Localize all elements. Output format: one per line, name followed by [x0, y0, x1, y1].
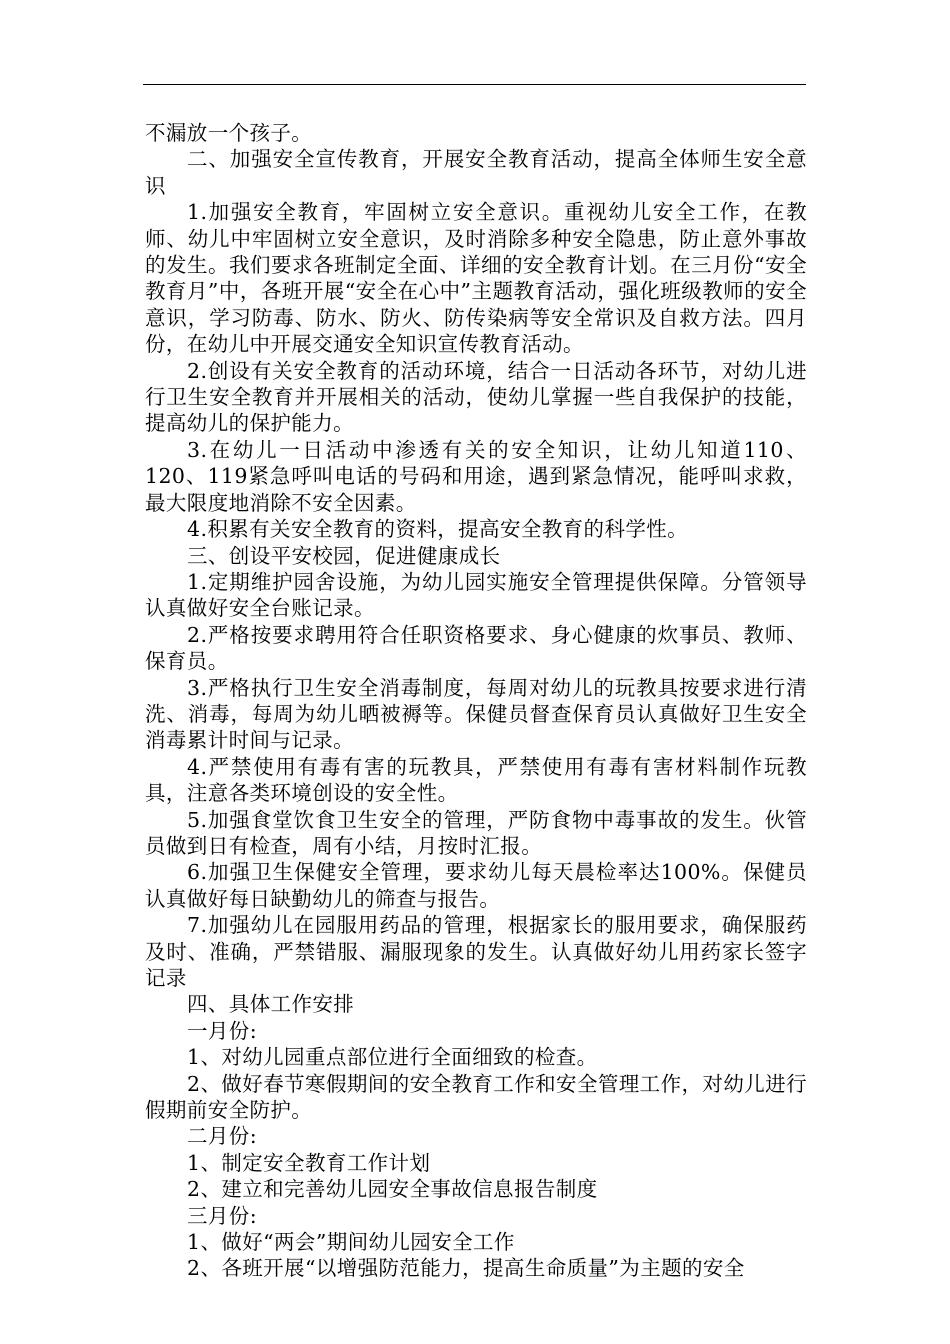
list-item: 1、做好“两会”期间幼儿园安全工作 — [187, 1230, 515, 1255]
document-body — [145, 120, 807, 1282]
list-item: 2、建立和完善幼儿园安全事故信息报告制度 — [187, 1177, 598, 1202]
list-item: 1、对幼儿园重点部位进行全面细致的检查。 — [187, 1045, 598, 1070]
paragraph: 4.积累有关安全教育的资料，提高安全教育的科学性。 — [187, 517, 689, 542]
list-item: 2、做好春节寒假期间的安全教育工作和安全管理工作，对幼儿进行假期前安全防护。 — [145, 1071, 807, 1123]
paragraph: 4.严禁使用有毒有害的玩教具，严禁使用有毒有害材料制作玩教具，注意各类环境创设的安全性。 — [145, 754, 807, 806]
list-item: 2、各班开展“以增强防范能力，提高生命质量”为主题的安全 — [187, 1256, 745, 1281]
list-item: 1、制定安全教育工作计划 — [187, 1150, 431, 1175]
section-heading: 三、创设平安校园，促进健康成长 — [187, 543, 501, 568]
month-heading: 一月份: — [187, 1018, 258, 1043]
header-rule — [143, 84, 806, 85]
paragraph: 3.在幼儿一日活动中渗透有关的安全知识，让幼儿知道110、120、119紧急呼叫电话的号码和用途，遇到紧急情况，能呼叫求救，最大限度地消除不安全因素。 — [145, 437, 807, 515]
paragraph: 不漏放一个孩子。 — [145, 121, 313, 145]
paragraph: 7.加强幼儿在园服用药品的管理，根据家长的服用要求，确保服药及时、准确，严禁错服、漏服现象的发生。认真做好幼儿用药家长签字记录 — [145, 913, 807, 990]
paragraph: 6.加强卫生保健安全管理，要求幼儿每天晨检率达100%。保健员认真做好每日缺勤幼儿的筛查与报告。 — [145, 860, 807, 911]
section-heading: 四、具体工作安排 — [187, 992, 355, 1017]
paragraph: 1.加强安全教育，牢固树立安全意识。重视幼儿安全工作，在教师、幼儿中牢固树立安全意识，及时消除多种安全隐患，防止意外事故的发生。我们要求各班制定全面、详细的安全教育计划。在三月份“安全教育月”中，各班开展“安全在心中”主题教育活动，强化班级教师的安全意识，学习防毒、防水、防火、防传染病等安全常识及自救方法。四月份，在幼儿中开展交通安全知识宣传教育活动。 — [145, 200, 807, 357]
month-heading: 三月份: — [187, 1203, 258, 1228]
paragraph: 5.加强食堂饮食卫生安全的管理，严防食物中毒事故的发生。伙管员做到日有检查，周有小结，月按时汇报。 — [145, 807, 807, 858]
paragraph: 2.创设有关安全教育的活动环境，结合一日活动各环节，对幼儿进行卫生安全教育并开展相关的活动，使幼儿掌握一些自我保护的技能，提高幼儿的保护能力。 — [145, 358, 807, 436]
month-heading: 二月份: — [187, 1124, 258, 1149]
paragraph: 2.严格按要求聘用符合任职资格要求、身心健康的炊事员、教师、保育员。 — [145, 622, 807, 674]
section-heading: 二、加强安全宣传教育，开展安全教育活动，提高全体师生安全意识 — [145, 147, 807, 198]
paragraph: 3.严格执行卫生安全消毒制度，每周对幼儿的玩教具按要求进行清洗、消毒，每周为幼儿晒被褥等。保健员督查保育员认真做好卫生安全消毒累计时间与记录。 — [145, 675, 807, 753]
paragraph: 1.定期维护园舍设施，为幼儿园实施安全管理提供保障。分管领导认真做好安全台账记录。 — [145, 569, 807, 621]
